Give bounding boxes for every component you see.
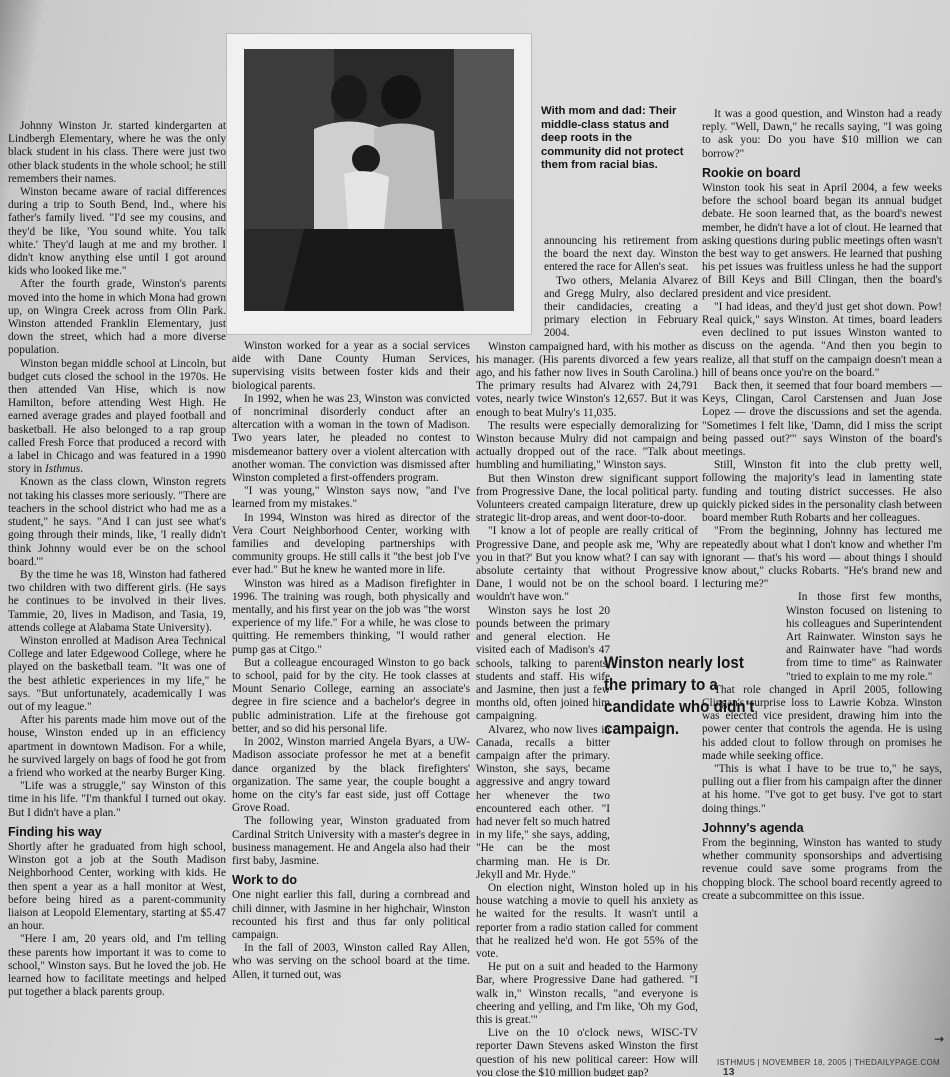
paragraph: Winston campaigned hard, with his mother as his manager. (His parents divorced a few years ago, and his father now lives in South Carolina.) The primary results had Alvarez with 24,791 votes, nearly twice Winston's 12,657. But it was enough to beat Mulry's 11,035. [476,340,698,419]
paragraph [8,358,226,477]
pull-quote: Winston nearly lost the primary to a candidate who didn't campaign. [604,654,755,738]
paragraph: He put on a suit and headed to the Harmony Bar, where Progressive Dane had gathered. "I walk in," Winston recalls, "and everyone is cheering and yelling, and I'm like, 'Oh my God, this is great.'" [476,961,698,1026]
paragraph: By the time he was 18, Winston had fathered two children with two different girls. (He says he continues to be involved in their lives. Tammie, 20, lives in Madison, and Tasia, 19, attends college at Alabama State University). [8,568,226,634]
paragraph: Winston says he lost 20 pounds between the primary and general election. He visited each of Madison's 47 schools, talking to parents, students and staff. His wife and Jasmine, then just a few months old, often joined him campaigning. [476,604,610,723]
paragraph: After his parents made him move out of the house, Winston ended up in an efficiency apartment in downtown Madison. For a while, he survived largely on bags of food he got from a friend who worked at the nearby Burger King. [8,714,226,779]
section-heading: Johnny's agenda [702,820,804,835]
column-1 [8,120,226,999]
paragraph: It was a good question, and Winston had a ready reply. "Well, Dawn," he recalls saying, "I was going to ask you: Do you have $10 million we can borrow?" [702,108,942,160]
paragraph: In 2002, Winston married Angela Byars, a UW-Madison associate professor he met at a benefit dance organized by the black firefighters' organization. The same year, the couple bought a home on the city's far east side, just off Cottage Grove Road. [232,736,470,815]
paragraph: The results were especially demoralizing for Winston because Mulry did not campaign and actually dropped out of the race. "Talk about humbling and humiliating," Winston says. [476,419,698,472]
paragraph: "I had ideas, and they'd just get shot down. Pow! Real quick," says Winston. At times, board leaders even declined to put issues Winston wanted to discuss on the agenda. "And then you begin to realize, all that stuff on the campaign doesn't mean a hill of beans once you're on the board." [702,300,942,379]
paragraph: Winston enrolled at Madison Area Technical College and later Edgewood College, where he played on the basketball team. "It was one of the best athletic experiences in my life," he says. "But unfortunately, academically I was out of my league." [8,634,226,713]
paragraph: Winston became aware of racial differences during a trip to South Bend, Ind., where his father's family lived. "I'd see my cousins, and they'd be like, 'You sound white. You talk white.' They'd laugh at me and my brother. I didn't know anything else until I got around kids who looked like me." [8,186,226,278]
footer-separator: | [849,1058,855,1067]
paragraph: In the fall of 2003, Winston called Ray Allen, who was serving on the school board at the time. Allen, it turned out, was [232,942,470,981]
paragraph: Johnny Winston Jr. started kindergarten at Lindbergh Elementary, where he was the only black student in his class. There were just two other black students in the whole school; he still remembers their names. [8,120,226,185]
continue-arrow-icon: → [934,1032,945,1046]
paragraph: Live on the 10 o'clock news, WISC-TV reporter Dawn Stevens asked Winston the first question of his new political career: How will you close the $10 million budget gap? [476,1027,698,1077]
column-4-narrow-block [786,591,942,683]
paragraph: After the fourth grade, Winston's parents moved into the home in which Mona had grown up, on Wingra Creek across from Olin Park. Winston attended Franklin Elementary, just down the street, which had a more diverse population. [8,278,226,357]
section-heading: Rookie on board [702,165,801,180]
footer-site: THEDAILYPAGE.COM [854,1058,940,1067]
paragraph: "Here I am, 20 years old, and I'm telling these parents how important it was to come to school," Winston says. But he loved the job. He learned how to facilitate meetings and helped put together a black parents group. [8,933,226,999]
paragraph: "From the beginning, Johnny has lectured me repeatedly about what I don't know and whether I'm ignorant — that's his word — about things I should know about," clucks Robarts. "He's brand new and lecturing me?" [702,525,942,591]
paragraph: "Life was a struggle," say Winston of this time in his life. "I'm thankful I turned out okay. But I didn't have a plan." [8,780,226,819]
paragraph: One night earlier this fall, during a cornbread and chili dinner, with Jasmine in her highchair, Winston recounted his first and thus far only political campaign. [232,889,470,941]
paragraph: announcing his retirement from the board the next day. Winston entered the race for Allen's seat. [544,235,698,274]
family-photo [244,49,514,311]
paragraph: "I know a lot of people are really critical of Progressive Dane, and people ask me, 'Why are you in that?' But you know what? I can say with absolute certainty that without Progressive Dane, I would not be on the school board. I wouldn't have won." [476,525,698,604]
page-number: 13 [723,1067,735,1077]
paragraph: That role changed in April 2005, following Clingan's surprise loss to Lawrie Kobza. Winston was elected vice president, drawing him into the power center that controls the agenda. He is using his added clout to follow through on promises he made while seeking office. [702,683,942,762]
paragraph: In 1994, Winston was hired as director of the Vera Court Neighborhood Center, working with families and developing partnerships with community groups. He still calls it "the best job I've ever had." But he knew he wanted more in life. [232,511,470,577]
paragraph: In those first few months, Winston focused on listening to his colleagues and Superintendent Art Rainwater. Winston says he and Rainwater have "had words from time to time" as Rainwater "tried to explain to me my role." [786,591,942,683]
page-footer [717,1058,947,1077]
family-photo-image [244,49,514,311]
paragraph-text: Winston began middle school at Lincoln, but budget cuts closed the school in the 1970s. He then attended Van Hise, which is now Hamilton, before attending West High. He earned average grades and played football and basketball. He also belonged to a rap group called Fresh Force that produced a record with a label in Chicago and was featured in a 1990 story in [8,357,226,476]
paragraph: Shortly after he graduated from high school, Winston got a job at the South Madison Neighborhood Center, working with kids. He then spent a year as a hall monitor at West, before being hired as a parent-community liaison at Leopold Elementary, starting at $5.47 an hour. [8,840,226,933]
paragraph: In 1992, when he was 23, Winston was convicted of noncriminal disorderly conduct after an altercation with a woman in the town of Madison. Two years later, he pleaded no contest to misdemeanor battery over a violent altercation with another woman. The conviction was dismissed after Winston completed a first-offenders program. [232,392,470,485]
paragraph: On election night, Winston holed up in his house watching a movie to quell his anxiety as he waited for the results. It wasn't until a reporter from a radio station called for comment that he realized he'd won. He got 55% of the vote. [476,881,698,960]
paragraph: Known as the class clown, Winston regrets not taking his classes more seriously. "There are teachers in the school district who had me as a student," he says. "And I can just see what's going through their minds, like, 'I really didn't think Johnny would ever be on the school board.'" [8,476,226,568]
paragraph: "This is what I have to be true to," he says, pulling out a flier from his campaign after the dinner at his home. "I've got to get busy. I've got to start doing things." [702,762,942,815]
column-3-narrow-block [544,235,698,341]
paragraph: Winston was hired as a Madison firefighter in 1996. The training was rough, both physically and mentally, and his first year on the job was "the worst experience of my life." For a while, he was close to quitting. He remembers thinking, "I would rather pump gas at Citgo." [232,577,470,656]
paragraph: Back then, it seemed that four board members — Keys, Clingan, Carol Carstensen and Juan Jose Lopez — drove the discussions and set the agenda. "Sometimes I felt like, 'Damn, did I miss the script being passed out?'" says Winston of the board's meetings. [702,380,942,459]
section-heading: Finding his way [8,824,102,839]
paragraph: Winston worked for a year as a social services aide with Dane County Human Services, supervising visits between foster kids and their biological parents. [232,340,470,392]
paragraph-text: . [80,463,84,476]
paragraph: Two others, Melania Alvarez and Gregg Mulry, also declared their candidacies, creating a primary election in February 2004. [544,274,698,340]
footer-publication: ISTHMUS [717,1058,756,1067]
paragraph: Alvarez, who now lives in Canada, recalls a bitter campaign after the primary. Winston, she says, became aggressive and angry toward her whenever the two encountered each other. "I had never felt so much hatred in my life," she says, adding, "He can be the most charming man. He is Dr. Jekyll and Mr. Hyde." [476,723,610,881]
footer-date: NOVEMBER 18, 2005 [762,1058,847,1067]
paragraph: "I was young," Winston says now, "and I've learned from my mistakes." [232,485,470,511]
footer-separator: | [757,1058,763,1067]
publication-name: Isthmus [45,463,81,476]
section-heading: Work to do [232,873,298,888]
paragraph: The following year, Winston graduated from Cardinal Stritch University with a master's degree in business management. He and Angela also had their first baby, Jasmine. [232,815,470,867]
column-4 [702,108,942,903]
paragraph: But a colleague encouraged Winston to go back to school, paid for by the city. He took classes at Mount Senario College, earning an associate's degree in fire science and a bachelor's degree in public administration. Life at the firehouse got better, and so did his personal life. [232,656,470,735]
paragraph: From the beginning, Winston has wanted to study whether community sponsorships and advertising revenue could save some programs from the chopping block. The school board recently agreed to create a subcommittee on this issue. [702,836,942,902]
photo-caption: With mom and dad: Their middle-class status and deep roots in the community did not protect them from racial bias. [541,105,684,172]
column-2 [232,340,470,982]
column-3-narrow-block-2 [476,605,610,882]
paragraph: But then Winston drew significant support from Progressive Dane, the local political party. Volunteers created campaign literature, drew up strategic lit-drop areas, and went door-to-door. [476,472,698,525]
paragraph: Winston took his seat in April 2004, a few weeks before the school board began its annual budget debate. He soon learned that, as the board's newest member, he didn't have a lot of clout. He learned that asking questions during public meetings often wasn't the best way to get answers. He learned that pushing his pet issues was fruitless unless he had the support of Bill Keys and Bill Clingan, then the board's president and vice president. [702,182,942,300]
paragraph: Still, Winston fit into the club pretty well, following the majority's lead in lamenting state funding and touting district successes. He also quickly picked sides in the personality clash between board member Ruth Robarts and her colleagues. [702,459,942,525]
